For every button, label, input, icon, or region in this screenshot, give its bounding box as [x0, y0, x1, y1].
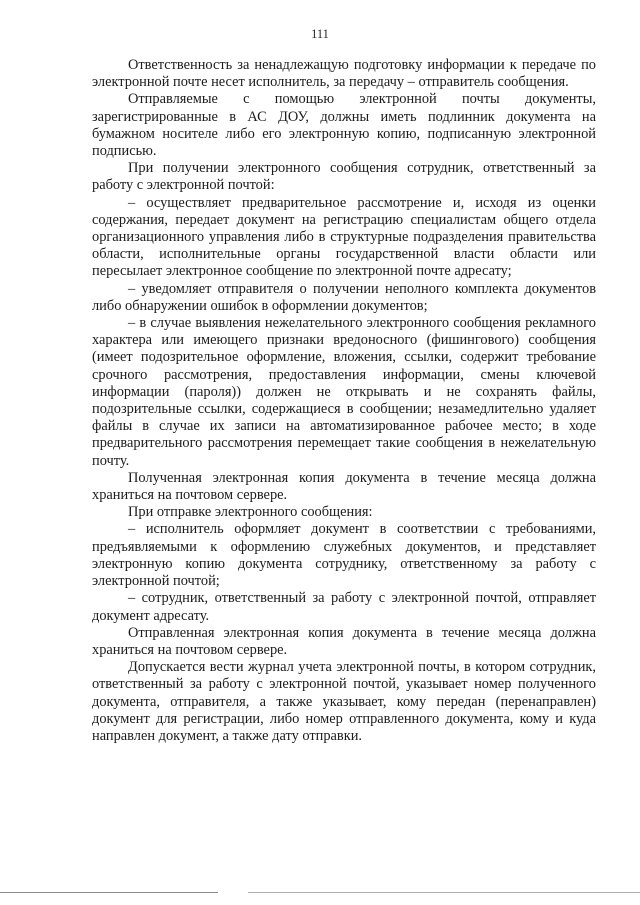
footer-divider-left: [0, 892, 218, 893]
paragraph-receiving-review: – осуществляет предварительное рассмотрение и, исходя из оценки содержания, передает документ на регистрацию специалистам общего отдела организационного управления либо в структурные подразделения правительства области, исполнительные органы государственной власти области или пересылает электронное сообщение по электронной почте адресату;: [92, 194, 596, 280]
paragraph-receiving-intro: При получении электронного сообщения сотрудник, ответственный за работу с электронной почтой:: [92, 160, 596, 194]
document-body: [92, 57, 596, 745]
footer-divider-right: [248, 892, 640, 893]
paragraph-sending-executor: – исполнитель оформляет документ в соответствии с требованиями, предъявляемыми к оформлению служебных документов, и представляет электронную копию документа сотруднику, ответственному за работу с электронной почтой;: [92, 521, 596, 590]
paragraph-sent-storage: Отправленная электронная копия документа в течение месяца должна храниться на почтовом сервере.: [92, 624, 596, 658]
paragraph-responsibility: Ответственность за ненадлежащую подготовку информации к передаче по электронной почте несет исполнитель, за передачу – отправитель сообщения.: [92, 57, 596, 91]
paragraph-registered-documents: Отправляемые с помощью электронной почты документы, зарегистрированные в АС ДОУ, должны иметь подлинник документа на бумажном носителе либо его электронную копию, подписанную электронной подписью.: [92, 91, 596, 160]
paragraph-receiving-phishing: – в случае выявления нежелательного электронного сообщения рекламного характера или имеющего признаки вредоносного (фишингового) сообщения (имеет подозрительное оформление, вложения, ссылки, содержит требование срочного рассмотрения, предоставления информации, смены ключевой информации (пароля)) должен не открывать и не сохранять файлы, подозрительные ссылки, содержащиеся в сообщении; незамедлительно удаляет файлы в случае их записи на автоматизированное рабочее место; в ходе предварительного рассмотрения перемещает такие сообщения в нежелательную почту.: [92, 315, 596, 469]
paragraph-receiving-notify: – уведомляет отправителя о получении неполного комплекта документов либо обнаружении ошибок в оформлении документов;: [92, 280, 596, 314]
paragraph-email-log: Допускается вести журнал учета электронной почты, в котором сотрудник, ответственный за работу с электронной почтой, указывает номер полученного документа, отправителя, а также указывает, кому передан (перенаправлен) документ для регистрации, либо номер отправленного документа, кому и куда направлен документ, а также дату отправки.: [92, 659, 596, 744]
paragraph-sending-employee: – сотрудник, ответственный за работу с электронной почтой, отправляет документ адресату.: [92, 590, 596, 624]
page-number: 111: [311, 27, 329, 41]
paragraph-sending-intro: При отправке электронного сообщения:: [128, 504, 373, 521]
paragraph-received-storage: Полученная электронная копия документа в течение месяца должна храниться на почтовом сервере.: [92, 469, 596, 504]
